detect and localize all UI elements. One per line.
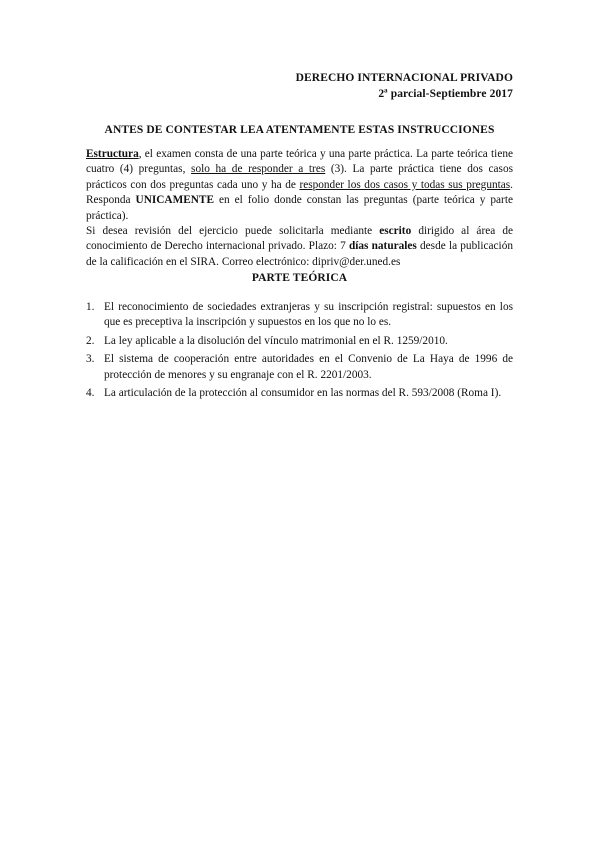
question-text: El reconocimiento de sociedades extranjeras y su inscripción registral: supuestos en los que es preceptiva la inscripción y supuestos en los que no lo es.: [104, 301, 513, 329]
text-run: . Responda: [86, 178, 513, 207]
question-number: 4.: [86, 387, 95, 400]
subject-title: DERECHO INTERNACIONAL PRIVADO: [295, 72, 513, 84]
text-run: desde la publicación de la calificación en el SIRA. Correo electrónico: dipriv@der.uned.es: [86, 240, 513, 268]
text-run: dirigido al área de conocimiento de Derecho internacional privado. Plazo: 7: [86, 225, 513, 253]
text-run: , el examen consta de una parte teórica y una parte práctica. La parte teórica tiene cuatro (4) preguntas,: [86, 148, 513, 176]
question-item: [86, 334, 513, 349]
emphasis-bold: días naturales: [348, 240, 417, 253]
exam-session: 2ª parcial-Septiembre 2017: [378, 88, 513, 100]
text-run: (3). La parte práctica tiene dos casos prácticos con dos preguntas cada uno y ha de: [86, 163, 513, 191]
question-item: [86, 300, 513, 331]
emphasis-bold: UNICAMENTE: [135, 194, 215, 207]
theory-section-title: PARTE TEÓRICA: [251, 272, 348, 284]
instructions-body: [86, 147, 513, 270]
question-text: El sistema de cooperación entre autoridades en el Convenio de La Haya de 1996 de protección de menores y su engranaje con el R. 2201/2003.: [104, 353, 513, 381]
emphasis-underline: responder los dos casos y todas sus preguntas: [299, 178, 511, 191]
question-item: [86, 352, 513, 383]
question-number: 3.: [86, 353, 95, 366]
exam-header: [296, 70, 513, 102]
question-item: [86, 386, 513, 401]
question-number: 1.: [86, 301, 95, 313]
question-list: [86, 300, 513, 404]
question-text: La ley aplicable a la disolución del vínculo matrimonial en el R. 1259/2010.: [104, 334, 448, 347]
question-number: 2.: [86, 334, 95, 347]
emphasis-bold: escrito: [379, 225, 412, 238]
emphasis-underline: solo ha de responder a tres: [191, 163, 326, 176]
text-run: Si desea revisión del ejercicio puede solicitarla mediante: [86, 225, 380, 238]
structure-paragraph: [86, 147, 513, 224]
text-run: en el folio donde constan las preguntas (parte teórica y parte práctica).: [86, 194, 513, 222]
question-text: La articulación de la protección al consumidor en las normas del R. 593/2008 (Roma I).: [104, 387, 502, 400]
structure-label: Estructura: [86, 148, 139, 160]
review-paragraph: [86, 224, 513, 270]
instructions-title: ANTES DE CONTESTAR LEA ATENTAMENTE ESTAS INSTRUCCIONES: [104, 124, 495, 136]
